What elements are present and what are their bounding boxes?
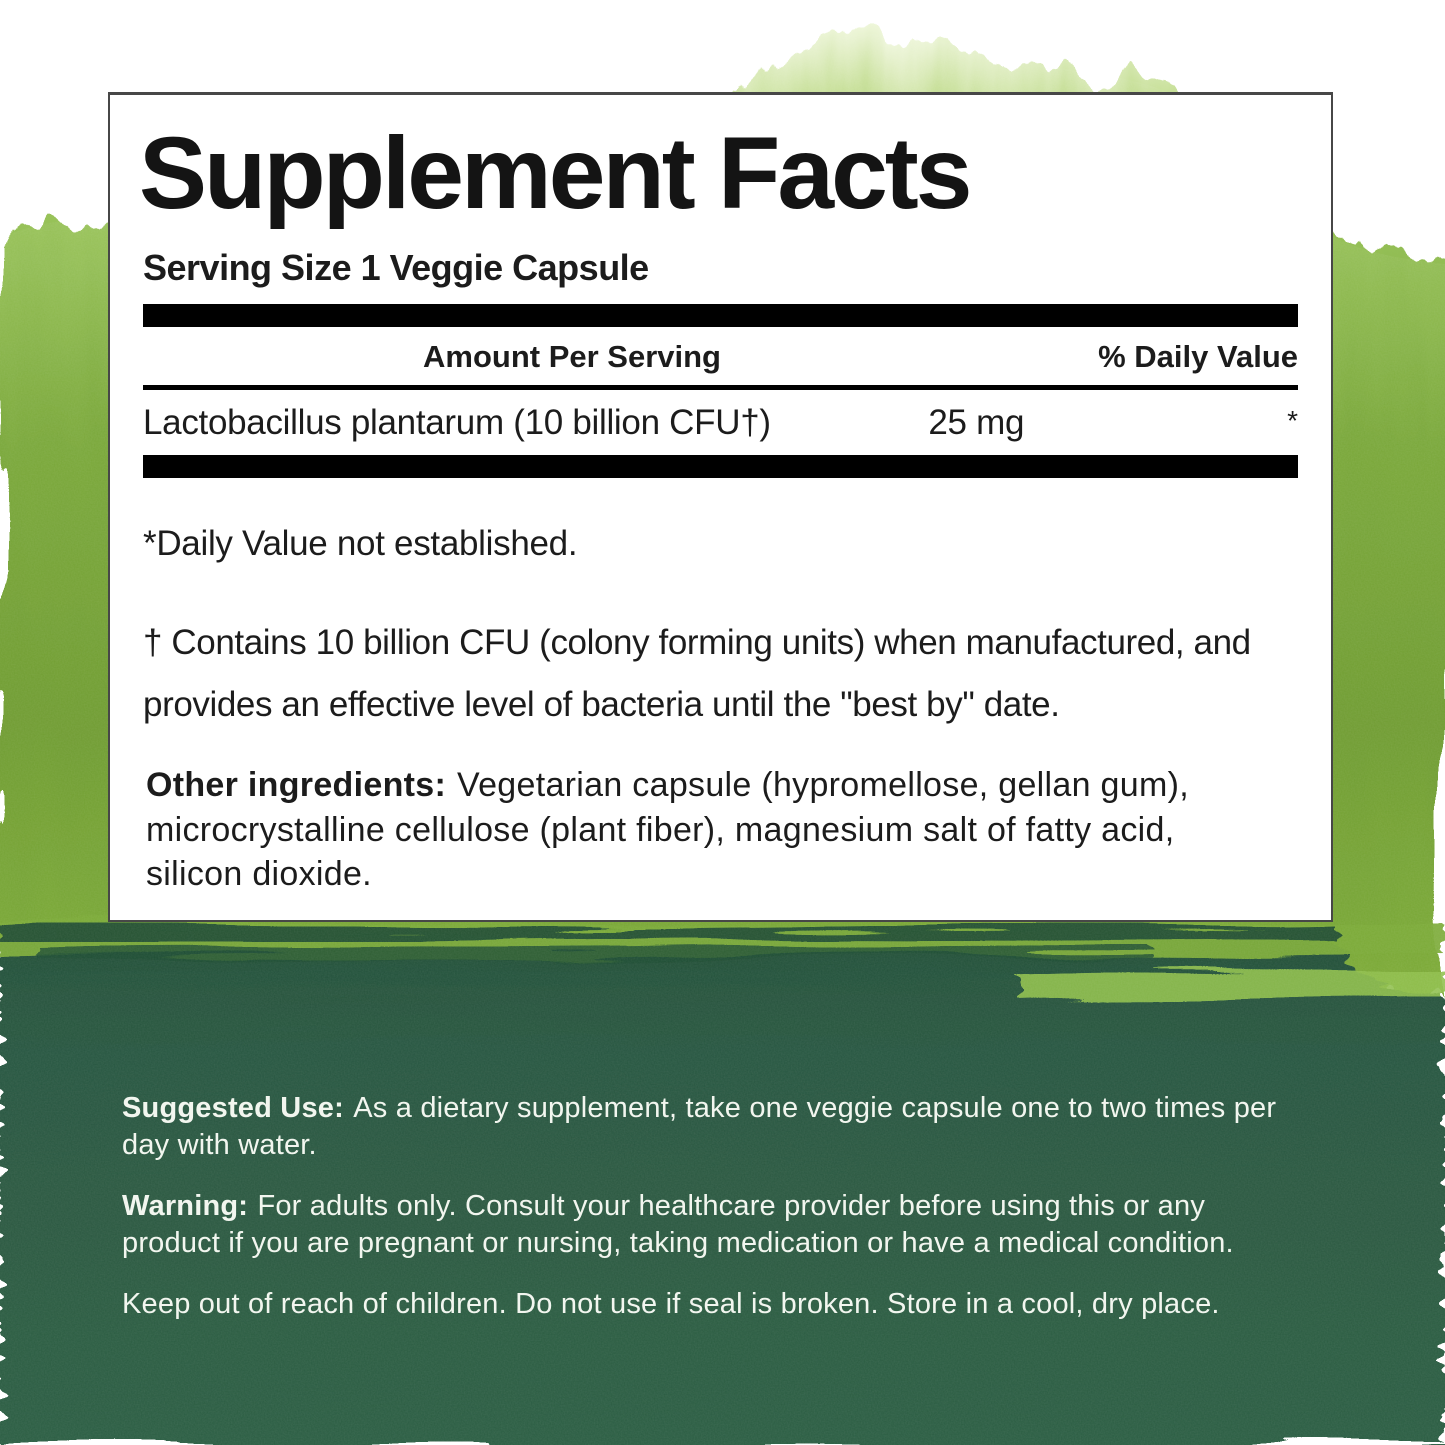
serving-size: Serving Size 1 Veggie Capsule: [143, 247, 649, 289]
other-ingredients-label: Other ingredients:: [146, 765, 447, 804]
suggested-use-label: Suggested Use:: [122, 1092, 344, 1124]
supplement-facts-panel: [108, 92, 1333, 922]
footnote-daily-value: *Daily Value not established.: [143, 524, 578, 564]
divider-thick-top: [143, 304, 1298, 327]
divider-thick-bottom: [143, 455, 1298, 478]
ingredient-amount: 25 mg: [928, 403, 1025, 443]
ingredient-name: Lactobacillus plantarum (10 billion CFU†): [143, 403, 771, 443]
suggested-use: [122, 1090, 1327, 1164]
warning-text: For adults only. Consult your healthcare provider before using this or any product if you are pregnant or nursing, taking medication or have a medical condition.: [122, 1190, 1234, 1259]
suggested-use-text: As a dietary supplement, take one veggie capsule one to two times per day with water.: [122, 1092, 1277, 1161]
storage-text: Keep out of reach of children. Do not use if seal is broken. Store in a cool, dry place.: [122, 1288, 1220, 1320]
other-ingredients: [146, 763, 1254, 898]
warning: [122, 1188, 1277, 1262]
table-row: [143, 390, 1298, 455]
table-header-row: [143, 327, 1298, 385]
footnote-cfu: † Contains 10 billion CFU (colony forming units) when manufactured, and provides an effective level of bacteria until the "best by" date.: [143, 623, 1251, 725]
directions-block: [122, 1090, 1362, 1347]
storage-instructions: [122, 1286, 1362, 1323]
panel-title: Supplement Facts: [139, 116, 970, 230]
warning-label: Warning:: [122, 1190, 249, 1222]
column-amount-per-serving: Amount Per Serving: [423, 339, 721, 375]
other-ingredients-text: Vegetarian capsule (hypromellose, gellan gum), microcrystalline cellulose (plant fiber), magnesium salt of fatty acid, silicon dioxide.: [146, 765, 1189, 894]
column-daily-value: % Daily Value: [1098, 339, 1298, 375]
ingredient-daily-value: *: [1287, 405, 1298, 437]
